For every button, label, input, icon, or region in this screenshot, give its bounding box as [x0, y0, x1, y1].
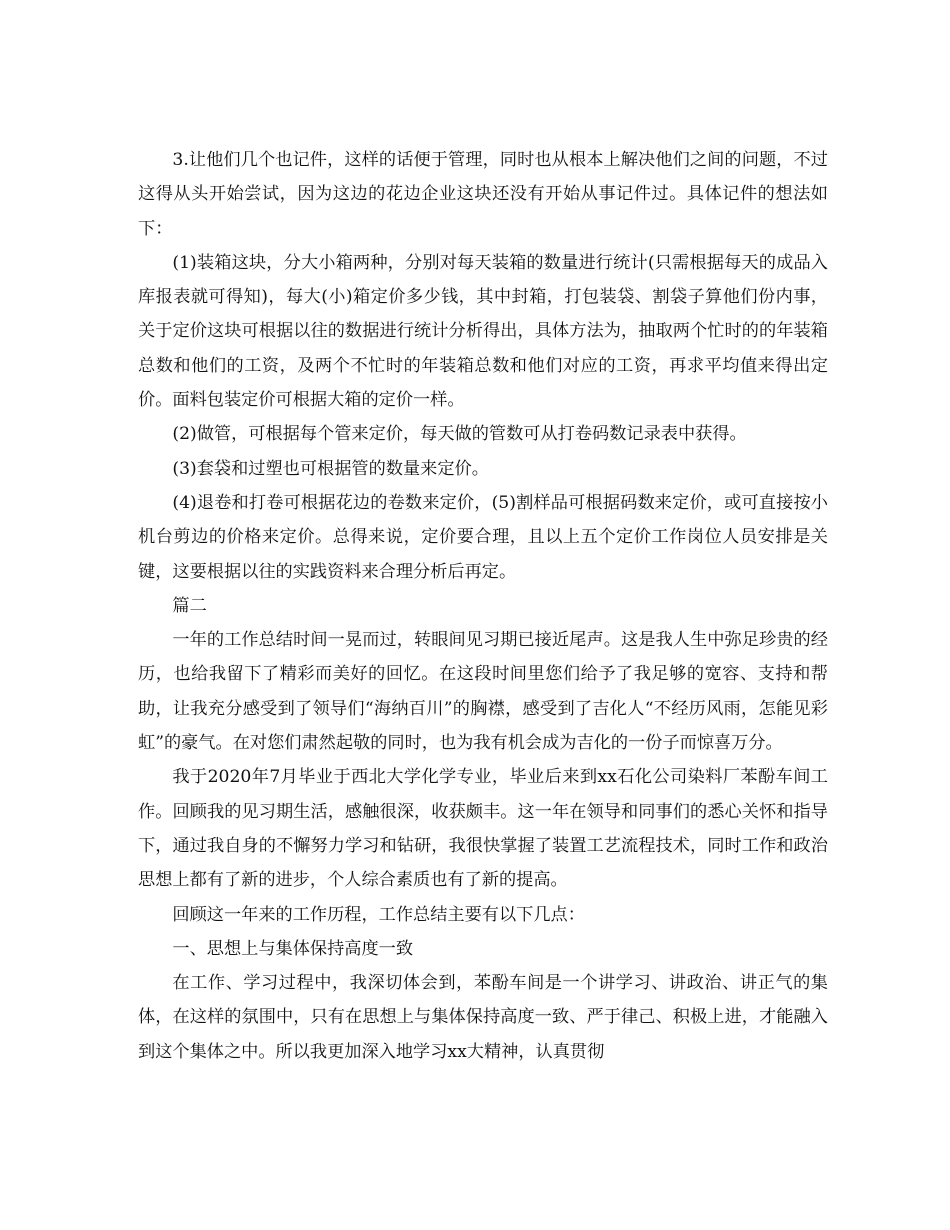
section-heading-part-two: 篇二 [172, 595, 207, 616]
paragraph-background: 我于2020年7月毕业于西北大学化学专业，毕业后来到xx石化公司染料厂苯酚车间工作。回顾我的见习期生活，感触很深，收获颇丰。这一年在领导和同事们的悉心关怀和指导下，通过我自身的不懈努力学习和钻研，我很快掌握了装置工艺流程技术，同时工作和政治思想上都有了新的进步，个人综合素质也有了新的提高。 [138, 767, 828, 891]
paragraph-year-summary: 一年的工作总结时间一晃而过，转眼间见习期已接近尾声。这是我人生中弥足珍贵的经历，也给我留下了精彩而美好的回忆。在这段时间里您们给予了我足够的宽容、支持和帮助，让我充分感受到了领导们“海纳百川”的胸襟，感受到了吉化人“不经历风雨，怎能见彩虹”的豪气。在对您们肃然起敬的同时，也为我有机会成为吉化的一份子而惊喜万分。 [138, 630, 828, 754]
paragraph-tubing: (2)做管，可根据每个管来定价，每天做的管数可从打卷码数记录表中获得。 [172, 424, 747, 445]
paragraph-packing: (1)装箱这块，分大小箱两种，分别对每天装箱的数量进行统计(只需根据每天的成品入库报表就可得知)，每大(小)箱定价多少钱，其中封箱，打包装袋、割袋子算他们份内事，关于定价这块可根据以往的数据进行统计分析得出，具体方法为，抽取两个忙时的的年装箱总数和他们的工资，及两个不忙时的年装箱总数和他们对应的工资，再求平均值来得出定价。面料包装定价可根据大箱的定价一样。 [138, 252, 828, 411]
paragraph-bagging: (3)套袋和过塑也可根据管的数量来定价。 [172, 458, 489, 479]
paragraph-rolling: (4)退卷和打卷可根据花边的卷数来定价，(5)割样品可根据码数来定价，或可直接按小机台剪边的价格来定价。总得来说，定价要合理，且以上五个定价工作岗位人员安排是关键，这要根据以往的实践资料来合理分析后再定。 [138, 492, 828, 582]
paragraph-review-intro: 回顾这一年来的工作历程，工作总结主要有以下几点： [172, 904, 585, 925]
paragraph-piecework-intro: 3.让他们几个也记件，这样的话便于管理，同时也从根本上解决他们之间的问题，不过这得从头开始尝试，因为这边的花边企业这块还没有开始从事记件过。具体记件的想法如下： [138, 150, 828, 239]
document-body [138, 143, 828, 1069]
paragraph-thought: 在工作、学习过程中，我深切体会到，苯酚车间是一个讲学习、讲政治、讲正气的集体，在这样的氛围中，只有在思想上与集体保持高度一致、严于律己、积极上进，才能融入到这个集体之中。所以我更加深入地学习xx大精神，认真贯彻 [138, 973, 828, 1062]
section-heading-thought: 一、思想上与集体保持高度一致 [172, 938, 414, 959]
